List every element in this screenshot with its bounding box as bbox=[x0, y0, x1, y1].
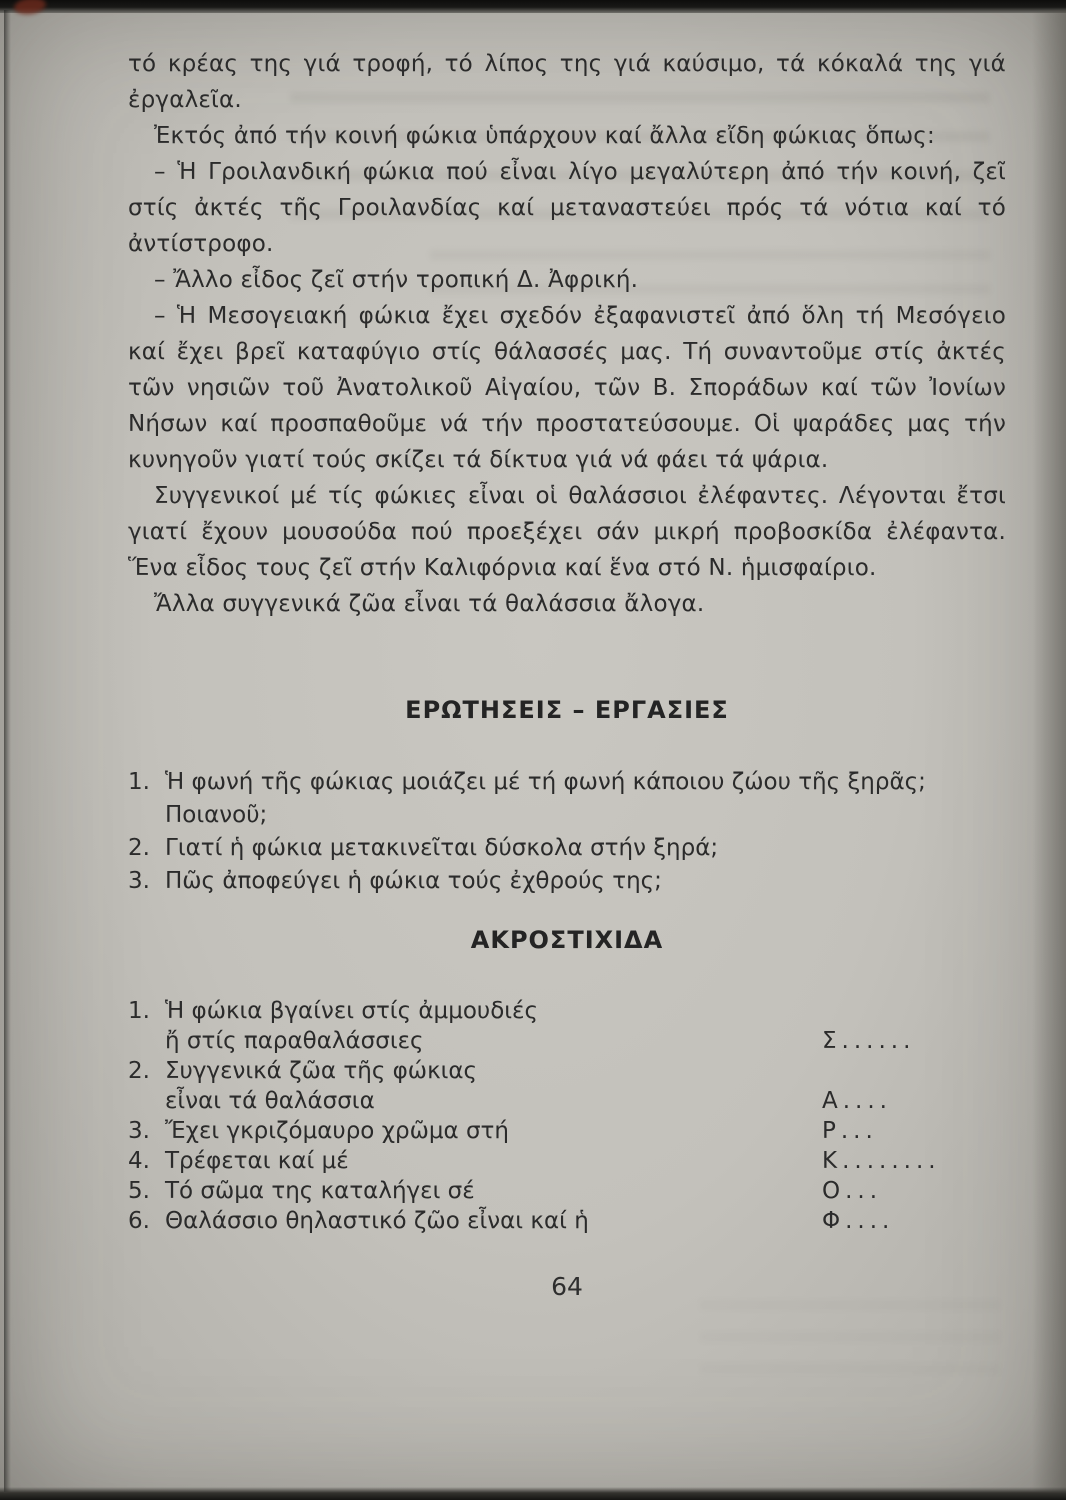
question-number: 1. bbox=[128, 769, 150, 795]
acrostic-item bbox=[128, 1116, 1006, 1146]
body-paragraph: Συγγενικοί μέ τίς φώκιες εἶναι οἱ θαλάσσιοι ἐλέφαντες. Λέγονται ἔτσι γιατί ἔχουν μουσούδα πού προεξέχει σάν μικρή προβοσκίδα ἐλέφαντα. Ἕνα εἶδος τους ζεῖ στήν Καλιφόρνια καί ἕνα στό Ν. ἡμισφαίριο. bbox=[128, 483, 1006, 581]
question-text: Ἡ φωνή τῆς φώκιας μοιάζει μέ τή φωνή κάποιου ζώου τῆς ξηρᾶς; Ποιανοῦ; bbox=[165, 769, 926, 828]
question-text: Πῶς ἀποφεύγει ἡ φώκια τούς ἐχθρούς της; bbox=[165, 868, 662, 894]
questions-heading: ΕΡΩΤΗΣΕΙΣ – ΕΡΓΑΣΙΕΣ bbox=[405, 696, 729, 724]
acrostic-clue bbox=[165, 1116, 1006, 1146]
question-number: 3. bbox=[128, 868, 150, 894]
acrostic-number: 2. bbox=[128, 1058, 150, 1084]
question-text: Γιατί ἡ φώκια μετακινεῖται δύσκολα στήν ξηρά; bbox=[165, 835, 719, 861]
body-paragraph: – Ἡ Μεσογειακή φώκια ἔχει σχεδόν ἐξαφανιστεῖ ἀπό ὅλη τή Μεσόγειο καί ἔχει βρεῖ καταφύγιο στίς θάλασσές μας. Τή συναντοῦμε στίς ἀκτές τῶν νησιῶν τοῦ Ἀνατολικοῦ Αἰγαίου, τῶν Β. Σποράδων καί τῶν Ἰονίων Νήσων καί προσπαθοῦμε νά τήν προστατεύσουμε. Οἱ ψαράδες μας τήν κυνηγοῦν γιατί τούς σκίζει τά δίκτυα γιά νά φάει τά ψάρια. bbox=[128, 303, 1006, 473]
body-paragraph: Ἐκτός ἀπό τήν κοινή φώκια ὑπάρχουν καί ἄλλα εἴδη φώκιας ὅπως: bbox=[154, 123, 935, 149]
acrostic-item bbox=[128, 1176, 1006, 1206]
acrostic-answer-blank: Α.... bbox=[822, 1088, 892, 1114]
acrostic-clue-line: Τό σῶμα της καταλήγει σέ bbox=[165, 1178, 475, 1204]
page-number: 64 bbox=[551, 1272, 583, 1301]
body-paragraph: τό κρέας της γιά τροφή, τό λίπος της γιά καύσιμο, τά κόκαλά της γιά ἐργαλεῖα. bbox=[128, 51, 1006, 113]
question-item bbox=[128, 766, 1006, 832]
acrostic-answer-blank: Σ...... bbox=[822, 1028, 916, 1054]
acrostic-item bbox=[128, 1146, 1006, 1176]
acrostic-number: 3. bbox=[128, 1118, 150, 1144]
acrostic-answer-blank: Φ.... bbox=[822, 1208, 895, 1234]
acrostic-list bbox=[128, 996, 1006, 1236]
acrostic-item bbox=[128, 1206, 1006, 1236]
acrostic-number: 6. bbox=[128, 1208, 150, 1234]
acrostic-item bbox=[128, 996, 1006, 1056]
body-paragraph: Ἄλλα συγγενικά ζῶα εἶναι τά θαλάσσια ἄλογα. bbox=[154, 591, 705, 617]
questions-list bbox=[128, 766, 1006, 898]
acrostic-clue-line: Τρέφεται καί μέ bbox=[165, 1148, 349, 1174]
question-item bbox=[128, 865, 1006, 898]
question-number: 2. bbox=[128, 835, 150, 861]
acrostic-clue-line: εἶναι τά θαλάσσια bbox=[165, 1088, 375, 1114]
question-item bbox=[128, 832, 1006, 865]
showthrough-ghost bbox=[700, 1300, 1000, 1390]
acrostic-number: 1. bbox=[128, 998, 150, 1024]
acrostic-clue-line: Συγγενικά ζῶα τῆς φώκιας bbox=[165, 1058, 478, 1084]
acrostic-clue-line: ἤ στίς παραθαλάσσιες bbox=[165, 1028, 424, 1054]
acrostic-answer-blank: Ρ... bbox=[822, 1118, 878, 1144]
acrostic-number: 4. bbox=[128, 1148, 150, 1174]
acrostic-clue-line: Θαλάσσιο θηλαστικό ζῶο εἶναι καί ἡ bbox=[165, 1208, 589, 1234]
body-paragraph: – Ἡ Γροιλανδική φώκια πού εἶναι λίγο μεγαλύτερη ἀπό τήν κοινή, ζεῖ στίς ἀκτές τῆς Γροιλανδίας καί μεταναστεύει πρός τά νότια καί τό ἀντίστροφο. bbox=[128, 159, 1006, 257]
acrostic-number: 5. bbox=[128, 1178, 150, 1204]
body-paragraph: – Ἄλλο εἶδος ζεῖ στήν τροπική Δ. Ἀφρική. bbox=[154, 267, 639, 293]
scan-edge-bottom bbox=[0, 1487, 1066, 1500]
acrostic-clue-line: Ἔχει γκριζόμαυρο χρῶμα στή bbox=[165, 1118, 509, 1144]
acrostic-answer-blank: Κ........ bbox=[822, 1148, 941, 1174]
acrostic-answer-blank: Ο... bbox=[822, 1178, 883, 1204]
acrostic-clue-line: Ἡ φώκια βγαίνει στίς ἀμμουδιές bbox=[165, 998, 538, 1024]
acrostic-item bbox=[128, 1056, 1006, 1116]
acrostic-heading: ΑΚΡΟΣΤΙΧΙΔΑ bbox=[470, 926, 664, 954]
